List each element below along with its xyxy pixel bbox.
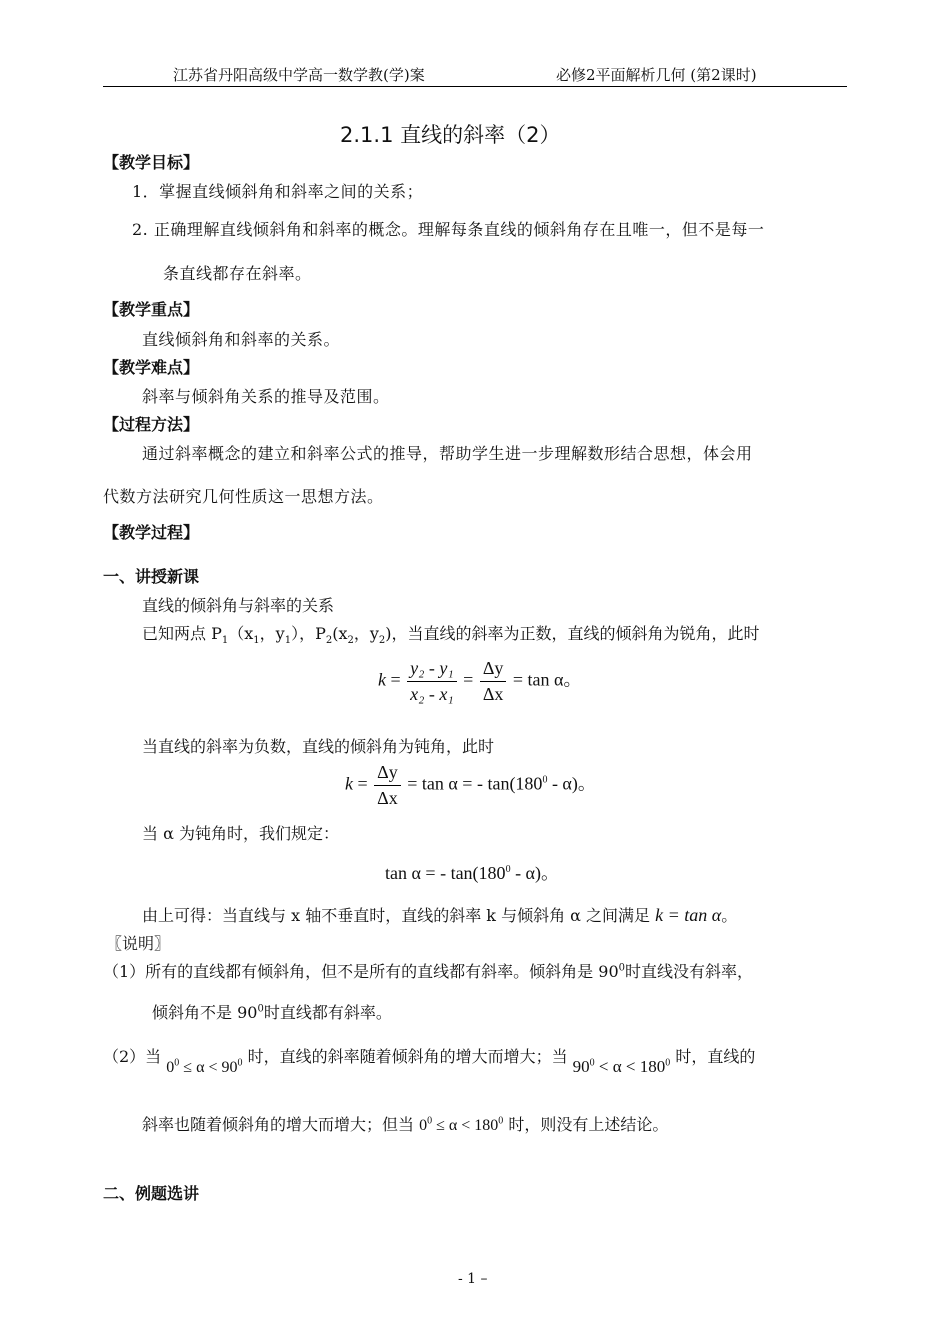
goals-item-2-line-1: 2. 正确理解直线倾斜角和斜率的概念。理解每条直线的倾斜角存在且唯一，但不是每一 xyxy=(132,220,765,239)
process-heading: 【教学过程】 xyxy=(103,523,200,542)
range-acute: $0^0 \le \alpha < 90^0$ xyxy=(166,1057,243,1076)
goals-item-1: 1．掌握直线倾斜角和斜率之间的关系； xyxy=(132,182,424,201)
range-full: $0^0 \le \alpha < 180^0$ xyxy=(419,1115,504,1134)
conclusion-sentence: 由上可得：当直线与 x 轴不垂直时，直线的斜率 k 与倾斜角 α 之间满足 k = tan α。 xyxy=(142,905,738,925)
note-1-line-1: （1）所有的直线都有倾斜角，但不是所有的直线都有斜率。倾斜角是 $90^0$时直线没有斜率， xyxy=(103,962,754,981)
note-2-line-2: 斜率也随着倾斜角的增大而增大；但当 $0^0 \le \alpha < 180^0$ 时，则没有上述结论。 xyxy=(142,1115,669,1134)
part2-heading: 二、例题选讲 xyxy=(103,1184,200,1203)
difficulty-heading: 【教学难点】 xyxy=(103,358,200,377)
note-2-line-1: （2）当 $0^0 \le \alpha < 90^0$ 时，直线的斜率随着倾斜角的增大而增大；当 $90^0 < \alpha < 180^0$ 时，直线的 xyxy=(103,1047,756,1076)
header-rule xyxy=(103,86,847,87)
page-title: 2.1.1 直线的斜率（2） xyxy=(340,123,561,147)
conclusion-formula: k = tan α xyxy=(655,905,722,925)
difficulty-text: 斜率与倾斜角关系的推导及范围。 xyxy=(142,387,390,406)
method-heading: 【过程方法】 xyxy=(103,415,200,434)
focus-heading: 【教学重点】 xyxy=(103,300,200,319)
slope-fraction: $\frac{\text{y₂ - y₁}}{\text{x₂ - x₁}}$ xyxy=(407,658,457,705)
part1-heading: 一、讲授新课 xyxy=(103,567,200,586)
delta-fraction: $\frac{\Delta y}{\Delta x}$ xyxy=(480,658,507,705)
page-number: - 1 – xyxy=(458,1271,488,1287)
range-obtuse: $90^0 < \alpha < 180^0$ xyxy=(572,1057,671,1076)
focus-text: 直线倾斜角和斜率的关系。 xyxy=(142,330,341,349)
note-heading: 〖说明〗 xyxy=(106,934,171,953)
method-line-2: 代数方法研究几何性质这一思想方法。 xyxy=(103,487,384,506)
header-right: 必修2平面解析几何 (第2课时) xyxy=(556,66,757,84)
method-line-1: 通过斜率概念的建立和斜率公式的推导，帮助学生进一步理解数形结合思想，体会用 xyxy=(142,444,753,463)
slope-formula-positive: k = $\frac{\text{y₂ - y₁}}{\text{x₂ - x₁}}$ = $\frac{\Delta y}{\Delta x}$ = tan α。 xyxy=(378,658,582,704)
negative-slope-text: 当直线的斜率为负数，直线的倾斜角为钝角，此时 xyxy=(142,737,495,756)
header-left: 江苏省丹阳高级中学高一数学教(学)案 xyxy=(173,66,425,84)
known-points-sentence: 已知两点 $P_1(x_1$，$y_1$），$P_2(x_2$，$y_2$)，当直线的斜率为正数，直线的倾斜角为锐角，此时 xyxy=(142,624,760,647)
goals-heading: 【教学目标】 xyxy=(103,153,200,172)
obtuse-angle-text: 当 α 为钝角时，我们规定： xyxy=(142,824,339,843)
slope-formula-negative: k = $\frac{\Delta y}{\Delta x}$ = tan α = - $\tan(180^0 - \alpha)$。 xyxy=(345,762,596,808)
tan-convention-formula: tan α = - $\tan(180^0 - \alpha)$。 xyxy=(385,863,559,883)
goals-item-2-line-2: 条直线都存在斜率。 xyxy=(163,264,312,283)
note-1-line-2: 倾斜角不是 $90^0$时直线都有斜率。 xyxy=(152,1003,392,1022)
delta-fraction-2: $\frac{\Delta y}{\Delta x}$ xyxy=(374,762,401,809)
part1-subtitle: 直线的倾斜角与斜率的关系 xyxy=(142,596,335,615)
